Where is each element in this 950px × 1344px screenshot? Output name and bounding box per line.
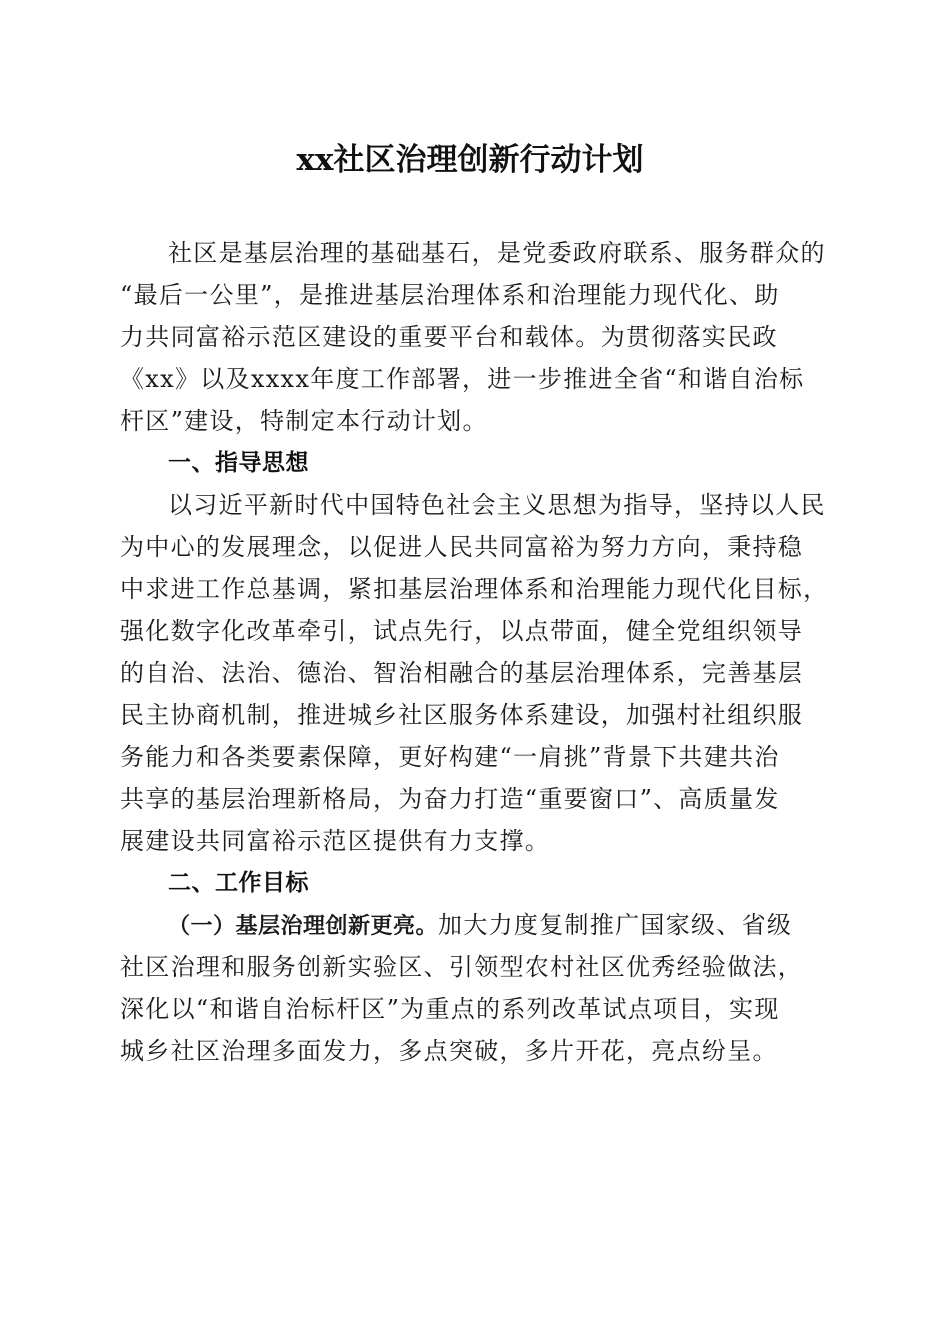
paragraph-line: 城乡社区治理多面发力，多点突破，多片开花，亮点纷呈。 — [120, 1037, 778, 1065]
paragraph-line: 杆区”建设，特制定本行动计划。 — [120, 407, 488, 435]
paragraph-line: 力共同富裕示范区建设的重要平台和载体。为贯彻落实民政 — [120, 323, 778, 351]
item-label: （一）基层治理创新更亮。 — [168, 914, 439, 939]
section-heading-guiding-ideology: 一、指导思想 — [168, 450, 309, 476]
paragraph-line: 以习近平新时代中国特色社会主义思想为指导，坚持以人民 — [168, 491, 826, 519]
document-body — [120, 232, 830, 1072]
paragraph-line: 的自治、法治、德治、智治相融合的基层治理体系，完善基层 — [120, 659, 804, 687]
paragraph-line — [120, 904, 830, 946]
paragraph-line: 民主协商机制，推进城乡社区服务体系建设，加强村社组织服 — [120, 701, 804, 729]
section-heading-work-goals: 二、工作目标 — [168, 870, 309, 896]
paragraph-line: 共享的基层治理新格局，为奋力打造“重要窗口”、高质量发 — [120, 785, 780, 813]
paragraph-line: 社区治理和服务创新实验区、引领型农村社区优秀经验做法， — [120, 953, 804, 981]
paragraph-line: 社区是基层治理的基础基石，是党委政府联系、服务群众的 — [168, 239, 826, 267]
document-title: xx社区治理创新行动计划 — [296, 142, 644, 178]
paragraph-line: “最后一公里”，是推进基层治理体系和治理能力现代化、助 — [120, 281, 780, 309]
item-first-line-text: 加大力度复制推广国家级、省级 — [438, 911, 793, 939]
section2-item1-paragraph — [120, 904, 830, 1072]
paragraph-line: 强化数字化改革牵引，试点先行，以点带面，健全党组织领导 — [120, 617, 804, 645]
paragraph-line: 务能力和各类要素保障，更好构建“一肩挑”背景下共建共治 — [120, 743, 780, 771]
paragraph-line: 展建设共同富裕示范区提供有力支撑。 — [120, 827, 551, 855]
paragraph-line: 为中心的发展理念，以促进人民共同富裕为努力方向，秉持稳 — [120, 533, 804, 561]
paragraph-line: 《xx》以及xxxx年度工作部署，进一步推进全省“和谐自治标 — [120, 365, 805, 393]
intro-paragraph — [120, 232, 830, 442]
paragraph-line: 中求进工作总基调，紧扣基层治理体系和治理能力现代化目标， — [120, 575, 829, 603]
paragraph-line: 深化以“和谐自治标杆区”为重点的系列改革试点项目，实现 — [120, 995, 780, 1023]
section1-paragraph — [120, 484, 830, 862]
